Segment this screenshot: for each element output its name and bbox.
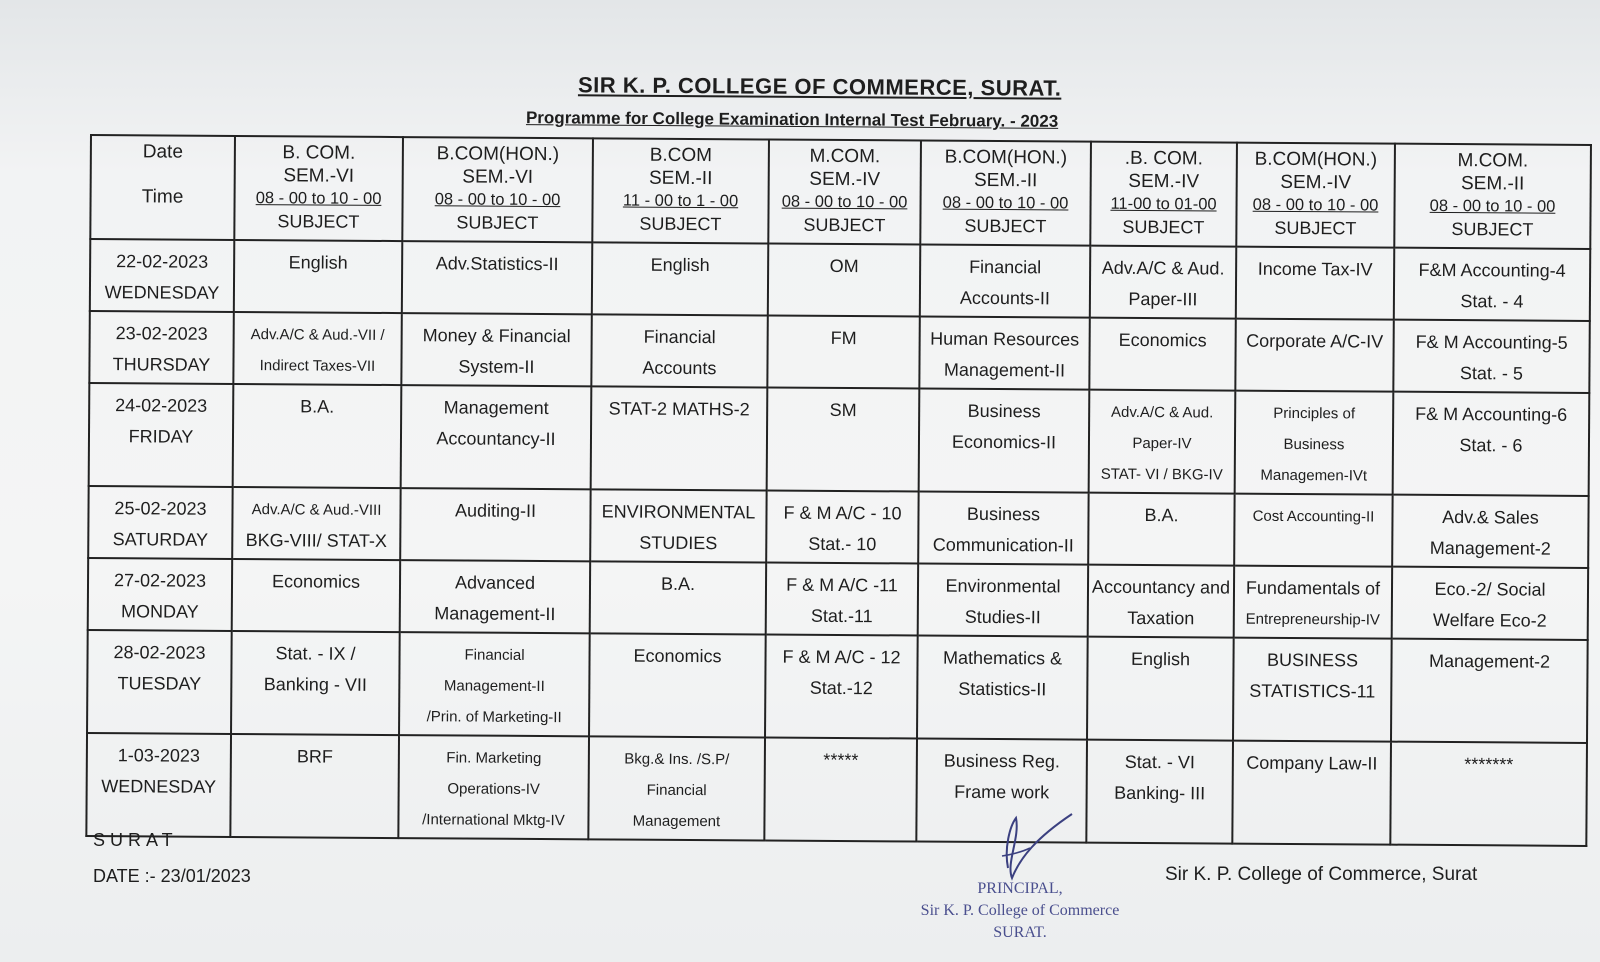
subject-line: Human Resources bbox=[930, 328, 1080, 350]
subject-label: SUBJECT bbox=[1451, 219, 1534, 240]
subject-cell bbox=[1391, 639, 1588, 743]
subject-cell bbox=[1089, 390, 1236, 494]
exam-date: 28-02-2023 bbox=[113, 642, 206, 663]
subject-line: Accounts bbox=[642, 357, 717, 379]
subject-line: Indirect Taxes-VII bbox=[259, 357, 376, 375]
subject-line: F& M Accounting-5 bbox=[1415, 331, 1568, 353]
subject-cell bbox=[919, 389, 1090, 493]
column-header bbox=[920, 141, 1091, 246]
subject-cell bbox=[588, 736, 765, 840]
subject-line: Adv.A/C & Aud. bbox=[1110, 403, 1214, 422]
semester: SEM.-VI bbox=[283, 165, 355, 187]
subject-line: SM bbox=[829, 399, 857, 421]
subject-line: Fundamentals of bbox=[1245, 577, 1381, 599]
date-label: Date bbox=[142, 141, 184, 163]
column-header bbox=[1090, 142, 1237, 247]
table-row bbox=[90, 239, 1590, 321]
semester: SEM.-IV bbox=[1280, 171, 1352, 194]
subject-cell bbox=[233, 312, 401, 385]
subject-cell bbox=[1235, 319, 1393, 392]
subject-line: Banking- III bbox=[1114, 782, 1206, 804]
header-row bbox=[90, 135, 1591, 249]
subject-line: Managemen-IVt bbox=[1260, 466, 1368, 485]
subject-cell bbox=[230, 734, 399, 838]
subject-label: SUBJECT bbox=[803, 214, 886, 236]
subject-line: Principles of bbox=[1273, 404, 1356, 423]
subject-line: ENVIRONMENTAL bbox=[601, 501, 756, 523]
subject-cell bbox=[1234, 494, 1392, 567]
subject-line: Stat. - IX / bbox=[275, 643, 356, 664]
subject-cell bbox=[1086, 740, 1233, 844]
subject-line: Money & Financial bbox=[422, 325, 571, 347]
subject-cell bbox=[400, 560, 590, 633]
subject-line: Paper-IV bbox=[1132, 434, 1192, 453]
column-header bbox=[1236, 143, 1395, 248]
exam-time: 11-00 to 01-00 bbox=[1110, 194, 1217, 214]
subject-line: B.A. bbox=[660, 573, 696, 595]
subject-line: Financial bbox=[464, 646, 525, 664]
subject-cell bbox=[402, 241, 592, 314]
subject-cell bbox=[920, 245, 1090, 318]
subject-cell bbox=[401, 385, 592, 489]
subject-cell bbox=[766, 562, 918, 635]
subject-line: Studies-II bbox=[964, 606, 1041, 628]
subject-line: Stat.- 10 bbox=[808, 533, 877, 555]
exam-day: MONDAY bbox=[120, 601, 199, 622]
program-name: .B. COM. bbox=[1124, 147, 1203, 170]
subject-line: F&M Accounting-4 bbox=[1418, 259, 1566, 281]
subject-cell bbox=[1233, 638, 1392, 742]
subject-line: F & M A/C -11 bbox=[786, 574, 898, 596]
stamp-title: PRINCIPAL, bbox=[977, 880, 1063, 897]
subject-line: Entrepreneurship-IV bbox=[1245, 610, 1380, 629]
exam-day: THURSDAY bbox=[112, 354, 211, 375]
date-cell bbox=[86, 733, 231, 837]
exam-time: 08 - 00 to 10 - 00 bbox=[1429, 196, 1556, 216]
subject-line: Adv.& Sales bbox=[1442, 506, 1539, 528]
subject-line: Management-II bbox=[434, 603, 556, 625]
subject-line: Cost Accounting-II bbox=[1252, 507, 1375, 526]
subject-line: Financial bbox=[643, 326, 716, 348]
footer-date: DATE :- 23/01/2023 bbox=[93, 866, 251, 886]
subject-line: Adv.A/C & Aud.-VIII bbox=[251, 501, 382, 519]
semester: SEM.-VI bbox=[462, 166, 534, 188]
program-name: B.COM bbox=[649, 144, 713, 167]
subject-cell bbox=[589, 633, 766, 737]
subject-line: Stat.-11 bbox=[810, 605, 873, 627]
subject-line: Financial bbox=[646, 781, 707, 800]
table-row bbox=[86, 733, 1587, 846]
subject-line: Economics bbox=[271, 571, 361, 592]
subject-line: Stat.-12 bbox=[809, 677, 873, 699]
time-label: Time bbox=[141, 186, 184, 208]
program-name: B. COM. bbox=[282, 142, 356, 164]
exam-day: WEDNESDAY bbox=[104, 282, 220, 303]
subject-line: Communication-II bbox=[932, 534, 1074, 556]
subject-line: BUSINESS bbox=[1266, 649, 1359, 671]
subject-line: English bbox=[650, 254, 710, 276]
subject-cell bbox=[766, 490, 918, 563]
program-name: M.COM. bbox=[1457, 150, 1529, 172]
program-name: M.COM. bbox=[809, 145, 881, 168]
subject-line: English bbox=[1130, 648, 1191, 670]
date-time-header bbox=[90, 135, 235, 240]
subject-line: Accountancy and bbox=[1091, 576, 1231, 598]
subject-line: Stat. - VI bbox=[1124, 751, 1195, 773]
subject-line: Adv.A/C & Aud.-VII / bbox=[250, 326, 385, 344]
subject-line: Business bbox=[966, 503, 1041, 525]
subject-line: Business bbox=[1283, 435, 1345, 454]
subject-cell bbox=[232, 559, 400, 632]
exam-date: 27-02-2023 bbox=[113, 570, 207, 591]
subject-cell bbox=[592, 242, 768, 315]
subject-cell bbox=[765, 634, 918, 738]
subject-line: Economics bbox=[633, 645, 722, 667]
exam-date: 23-02-2023 bbox=[115, 323, 208, 344]
subject-line: Bkg.& Ins. /S.P/ bbox=[624, 750, 730, 769]
subject-line: Management bbox=[443, 397, 549, 419]
table-row bbox=[87, 630, 1588, 743]
subject-cell bbox=[399, 632, 590, 736]
subject-line: F & M A/C - 10 bbox=[783, 502, 902, 524]
date-cell bbox=[88, 486, 232, 559]
exam-time: 08 - 00 to 10 - 00 bbox=[255, 189, 382, 208]
subject-cell bbox=[1087, 637, 1234, 741]
date-cell bbox=[90, 239, 234, 312]
exam-time: 08 - 00 to 10 - 00 bbox=[781, 192, 908, 212]
subject-cell bbox=[398, 735, 589, 839]
stamp-college: Sir K. P. College of Commerce bbox=[920, 902, 1120, 919]
subject-cell bbox=[918, 492, 1088, 565]
subject-line: Operations-IV bbox=[447, 780, 540, 798]
subject-line: Frame work bbox=[954, 781, 1050, 803]
footer-city: SURAT bbox=[93, 830, 178, 850]
subject-cell bbox=[1393, 320, 1589, 393]
subject-line: ***** bbox=[823, 749, 859, 771]
subject-line: Management bbox=[632, 812, 721, 831]
program-name: B.COM(HON.) bbox=[944, 146, 1068, 169]
semester: SEM.-IV bbox=[1128, 170, 1200, 193]
subject-line: Fin. Marketing bbox=[446, 749, 542, 768]
exam-time: 08 - 00 to 10 - 00 bbox=[434, 190, 561, 210]
exam-time: 08 - 00 to 10 - 00 bbox=[942, 193, 1069, 213]
column-header bbox=[1394, 144, 1591, 249]
subject-line: F & M A/C - 12 bbox=[782, 646, 901, 668]
table-row bbox=[89, 311, 1589, 393]
semester: SEM.-II bbox=[973, 169, 1038, 192]
exam-day: FRIDAY bbox=[128, 426, 194, 447]
program-name: B.COM(HON.) bbox=[1254, 148, 1378, 171]
subject-line: Banking - VII bbox=[263, 674, 367, 695]
subject-cell bbox=[234, 240, 402, 313]
subject-line: ******* bbox=[1464, 754, 1514, 775]
subject-cell bbox=[591, 386, 768, 490]
subject-line: Welfare Eco-2 bbox=[1432, 609, 1547, 631]
subject-cell bbox=[1088, 493, 1234, 566]
subject-line: Financial bbox=[969, 256, 1042, 278]
subject-cell bbox=[400, 488, 590, 561]
exam-time: 08 - 00 to 10 - 00 bbox=[1252, 195, 1379, 215]
exam-programme-subtitle: Programme for College Examination Internal Test February. - 2023 bbox=[525, 108, 1059, 131]
subject-line: Environmental bbox=[945, 575, 1061, 597]
subject-cell bbox=[768, 244, 920, 317]
subject-line: Economics-II bbox=[951, 431, 1057, 453]
subject-cell bbox=[1088, 565, 1234, 638]
subject-cell bbox=[767, 315, 919, 388]
table-row bbox=[88, 558, 1588, 640]
subject-line: Stat. - 6 bbox=[1459, 435, 1523, 456]
subject-cell bbox=[232, 487, 400, 560]
subject-line: Advanced bbox=[454, 572, 536, 593]
subject-cell bbox=[1236, 247, 1394, 320]
exam-day: SATURDAY bbox=[112, 529, 209, 550]
subject-line: B.A. bbox=[300, 396, 335, 417]
subject-line: /Prin. of Marketing-II bbox=[426, 708, 562, 727]
college-title: SIR K. P. COLLEGE OF COMMERCE, SURAT. bbox=[577, 72, 1062, 101]
subject-cell bbox=[591, 314, 767, 387]
semester: SEM.-II bbox=[648, 167, 713, 190]
exam-date: 22-02-2023 bbox=[116, 251, 209, 272]
subject-cell bbox=[1392, 495, 1588, 568]
subject-cell bbox=[401, 313, 591, 386]
subject-label: SUBJECT bbox=[1274, 217, 1357, 239]
exam-time: 11 - 00 to 1 - 00 bbox=[622, 191, 739, 211]
subject-line: BKG-VIII/ STAT-X bbox=[245, 530, 388, 551]
subject-label: SUBJECT bbox=[964, 215, 1047, 237]
column-header bbox=[768, 140, 921, 245]
subject-line: Management-II bbox=[443, 677, 545, 696]
subject-line: B.A. bbox=[1144, 505, 1179, 526]
subject-line: Business Reg. bbox=[943, 750, 1060, 772]
subject-cell bbox=[917, 636, 1088, 740]
program-name: B.COM(HON.) bbox=[436, 143, 560, 166]
subject-line: Paper-III bbox=[1128, 288, 1198, 310]
subject-line: English bbox=[288, 252, 348, 273]
subject-line: /International Mktg-IV bbox=[422, 811, 565, 830]
subject-label: SUBJECT bbox=[639, 213, 722, 235]
subject-cell bbox=[1390, 742, 1587, 846]
exam-date: 24-02-2023 bbox=[115, 395, 208, 416]
subject-line: Stat. - 5 bbox=[1459, 363, 1524, 384]
semester: SEM.-IV bbox=[809, 168, 881, 191]
subject-line: Company Law-II bbox=[1246, 752, 1378, 774]
subject-line: Business bbox=[967, 400, 1041, 422]
subject-line: Management-2 bbox=[1428, 650, 1551, 672]
subject-cell bbox=[1393, 392, 1590, 496]
timetable-body bbox=[86, 239, 1590, 846]
subject-line: STAT- VI / BKG-IV bbox=[1100, 465, 1223, 484]
subject-line: Accountancy-II bbox=[436, 428, 556, 450]
exam-day: WEDNESDAY bbox=[101, 776, 217, 797]
subject-line: Eco.-2/ Social bbox=[1434, 578, 1546, 600]
exam-date: 1-03-2023 bbox=[117, 745, 200, 766]
subject-line: System-II bbox=[458, 356, 535, 377]
subject-line: STATISTICS-11 bbox=[1249, 680, 1376, 702]
subject-line: Adv.Statistics-II bbox=[435, 253, 559, 275]
subject-cell bbox=[1394, 248, 1590, 321]
column-header bbox=[592, 138, 769, 243]
subject-cell bbox=[233, 384, 402, 488]
subject-cell bbox=[1089, 318, 1235, 391]
subject-line: Corporate A/C-IV bbox=[1246, 330, 1384, 352]
subject-label: SUBJECT bbox=[277, 211, 360, 232]
subject-line: Stat. - 4 bbox=[1460, 291, 1524, 312]
subject-line: Mathematics & bbox=[942, 647, 1063, 669]
subject-line: Taxation bbox=[1127, 607, 1195, 629]
subject-cell bbox=[1232, 741, 1391, 845]
subject-label: SUBJECT bbox=[456, 212, 539, 233]
subject-cell bbox=[1392, 567, 1588, 640]
exam-date: 25-02-2023 bbox=[114, 498, 207, 519]
subject-line: Economics bbox=[1118, 329, 1207, 351]
subject-line: Management-2 bbox=[1429, 537, 1551, 559]
subject-line: Income Tax-IV bbox=[1257, 258, 1373, 280]
subject-line: Adv.A/C & Aud. bbox=[1101, 257, 1225, 279]
date-cell bbox=[89, 311, 233, 384]
column-header bbox=[234, 136, 403, 241]
date-cell bbox=[87, 630, 232, 734]
stamp-city: SURAT. bbox=[993, 924, 1047, 941]
exam-day: TUESDAY bbox=[117, 673, 202, 694]
date-cell bbox=[88, 558, 232, 631]
subject-cell bbox=[590, 561, 766, 634]
subject-line: Management-II bbox=[943, 359, 1066, 381]
subject-cell bbox=[919, 317, 1089, 390]
principal-signature bbox=[990, 808, 1080, 888]
subject-line: OM bbox=[829, 255, 859, 277]
subject-line: Auditing-II bbox=[454, 500, 537, 521]
subject-cell bbox=[767, 387, 920, 491]
subject-cell bbox=[1234, 566, 1392, 639]
subject-cell bbox=[1235, 391, 1394, 495]
subject-line: BRF bbox=[296, 746, 333, 767]
subject-cell bbox=[231, 631, 400, 735]
subject-cell bbox=[918, 564, 1088, 637]
exam-timetable bbox=[85, 134, 1592, 847]
subject-line: Statistics-II bbox=[958, 678, 1047, 700]
column-header bbox=[402, 137, 593, 242]
subject-label: SUBJECT bbox=[1122, 216, 1205, 238]
subject-line: STUDIES bbox=[639, 532, 718, 554]
footer-college-name: Sir K. P. College of Commerce, Surat bbox=[1165, 864, 1478, 885]
table-row bbox=[88, 486, 1588, 568]
semester: SEM.-II bbox=[1460, 173, 1525, 195]
date-cell bbox=[89, 383, 234, 487]
principal-stamp bbox=[890, 878, 1150, 944]
subject-cell bbox=[590, 489, 766, 562]
subject-cell bbox=[1090, 246, 1236, 319]
subject-line: FM bbox=[830, 327, 857, 349]
subject-line: STAT-2 MATHS-2 bbox=[608, 398, 750, 420]
table-row bbox=[89, 383, 1590, 496]
subject-cell bbox=[764, 737, 917, 841]
subject-line: Accounts-II bbox=[959, 287, 1051, 309]
subject-line: F& M Accounting-6 bbox=[1415, 403, 1568, 425]
